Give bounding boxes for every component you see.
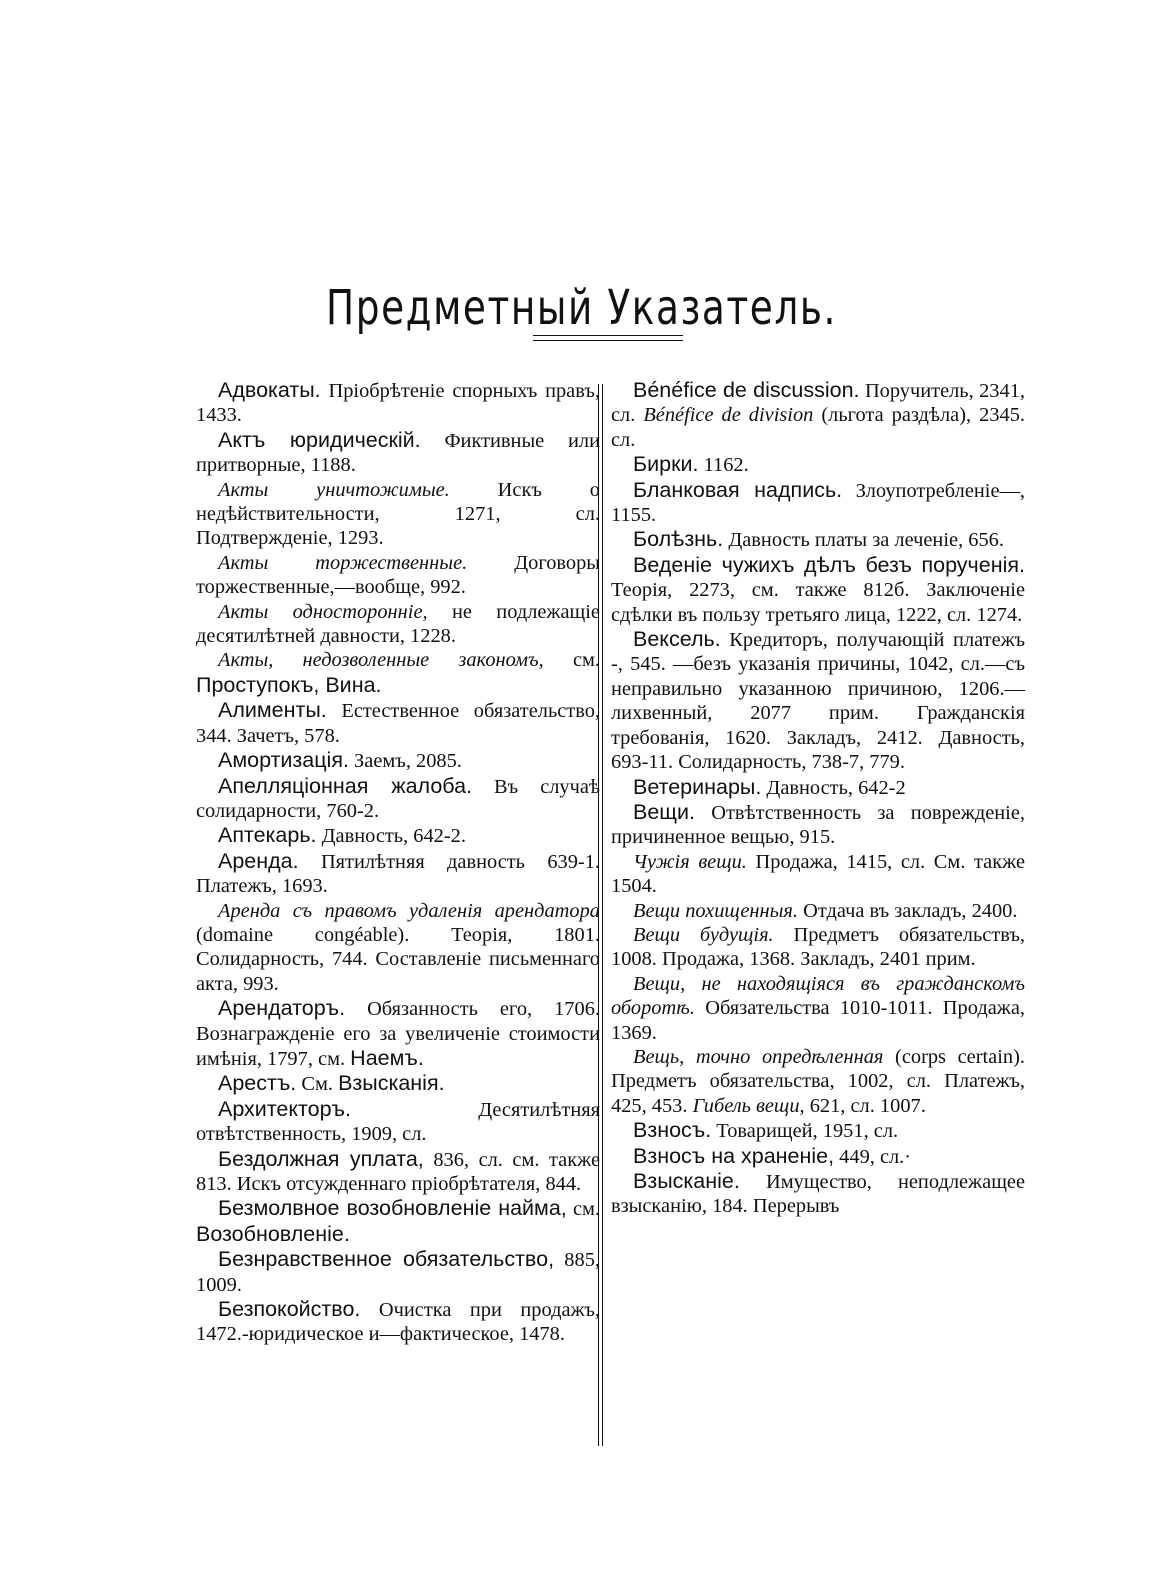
entry-heading: Адвокаты.	[218, 378, 321, 402]
entry-subheading: Гибель вещи,	[692, 1094, 805, 1117]
entry-heading: Взносъ.	[633, 1118, 712, 1143]
index-entry	[196, 849, 600, 899]
entry-heading: Амортизація.	[218, 748, 349, 773]
column-divider	[602, 384, 603, 1446]
index-entry	[196, 428, 600, 478]
entry-heading: Архитекторъ.	[218, 1096, 351, 1121]
entry-text: Отдача въ закладъ, 2400.	[798, 899, 1018, 922]
entry-subheading: Вещи похищенныя.	[633, 899, 798, 922]
entry-reference: Проступокъ, Вина.	[196, 672, 382, 697]
index-entry	[611, 972, 1025, 1045]
entry-heading: Алименты.	[218, 698, 327, 723]
entry-text: Продажа, 1415, сл. См. также 1504.	[611, 850, 1026, 898]
index-entry	[196, 551, 600, 600]
index-entry	[611, 800, 1025, 850]
entry-heading: Безмолвное возобновленіе найма,	[218, 1196, 567, 1221]
entry-text: Искъ о недѣйствительности, 1271, сл. Подтвержденіе, 1293.	[196, 478, 600, 550]
index-column-left	[196, 378, 600, 1347]
entry-reference: Возобновленіе.	[196, 1221, 350, 1246]
index-entry	[611, 627, 1025, 774]
entry-text: (corps certain). Предметъ обязательства, 1002, сл. Платежъ, 425, 453.	[611, 1045, 1025, 1117]
entry-heading: Болѣзнь.	[633, 527, 724, 552]
entry-text: Давность платы за леченіе, 656.	[723, 529, 1004, 552]
entry-subheading: Аренда съ правомъ удаленія арендатора	[218, 899, 600, 922]
entry-text: 449, сл.·	[834, 1145, 912, 1168]
entry-heading: Веденіе чужихъ дѣлъ безъ порученія.	[633, 552, 1025, 577]
entry-text: 836, сл. см. также 813. Искъ отсужденнаго пріобрѣтателя, 844.	[196, 1148, 601, 1195]
entry-subheading: Акты уничтожимые.	[218, 478, 450, 501]
entry-text: 621, сл. 1007.	[804, 1094, 926, 1117]
index-entry	[611, 1169, 1025, 1219]
entry-subheading: Чужія вещи.	[633, 850, 747, 873]
index-entry	[196, 1097, 600, 1147]
entry-text: Поручитель, 2341, сл.	[611, 380, 1025, 427]
entry-heading: Вексель.	[633, 627, 721, 652]
index-entry	[611, 1118, 1025, 1143]
entry-text: Заемъ, 2085.	[348, 750, 462, 773]
entry-subheading: Вещи, не находящіяся въ гражданскомъ оборотѣ.	[611, 972, 1025, 1020]
entry-text: Имущество, неподлежащее взысканію, 184. Перерывъ	[611, 1171, 1025, 1218]
entry-text: Договоры торжественные,—вообще, 992.	[196, 551, 600, 599]
entry-subheading: Вещи будущія.	[633, 923, 774, 946]
index-entry	[196, 748, 600, 773]
entry-heading: Взысканіе.	[633, 1169, 740, 1193]
index-entry	[611, 553, 1025, 627]
entry-text: Злоупотребленіе—, 1155.	[611, 479, 1025, 527]
index-entry	[196, 823, 600, 848]
entry-heading: Бланковая надпись.	[633, 477, 843, 502]
index-entry	[611, 850, 1025, 899]
entry-text: Пріобрѣтеніе спорныхъ правъ, 1433.	[196, 380, 600, 427]
index-entry	[611, 899, 1025, 923]
entry-heading: Аренда.	[218, 848, 299, 873]
entry-heading: Актъ юридическій.	[218, 427, 421, 452]
entry-subheading: Bénéfice de division	[643, 404, 814, 427]
page-title: Предметный Указатель.	[326, 280, 837, 337]
entry-text: см.	[543, 649, 600, 672]
entry-heading: Арестъ.	[218, 1071, 297, 1096]
index-entry	[196, 478, 600, 551]
entry-text: Давность, 642-2	[761, 776, 906, 799]
title-rule-bottom	[533, 340, 683, 341]
entry-heading: Бирки.	[633, 452, 699, 477]
entry-text: (domaine congéable). Теорія, 1801. Солидарность, 744. Составленіе письменнаго акта, 993.	[196, 923, 600, 995]
index-entry	[611, 923, 1025, 972]
title-rule-top	[533, 335, 683, 336]
entry-reference: Наемъ.	[350, 1045, 424, 1070]
entry-heading: Бездолжная уплата,	[218, 1146, 424, 1171]
entry-text: Теорія, 2273, см. также 812б. Заключеніе сдѣлки въ пользу третьяго лица, 1222, сл. 1274.	[611, 579, 1025, 626]
index-entry	[196, 698, 600, 748]
entry-text: Пятилѣтняя давность 639-1. Платежъ, 1693.	[196, 850, 600, 898]
entry-text: не подлежащіе десятилѣтней давности, 1228.	[196, 600, 600, 648]
entry-text: Товарищей, 1951, сл.	[711, 1120, 899, 1143]
entry-heading: Аптекарь.	[218, 823, 317, 848]
index-entry	[196, 648, 600, 698]
entry-text: Обязательства 1010-1011. Продажа, 1369.	[611, 997, 1025, 1044]
entry-heading: Bénéfice de discussion.	[633, 378, 860, 402]
entry-heading: Безнравственное обязательство,	[218, 1247, 555, 1272]
entry-text: См.	[296, 1073, 339, 1096]
index-entry	[196, 1071, 600, 1096]
entry-subheading: Вещь, точно опредѣленная	[633, 1045, 884, 1068]
entry-heading: Ветеринары.	[633, 774, 762, 799]
entry-text: Отвѣтственность за поврежденіе, причиненное вещью, 915.	[611, 801, 1025, 849]
entry-subheading: Акты односторонніе,	[218, 600, 428, 623]
entry-heading: Апелляціонная жалоба.	[218, 773, 473, 798]
entry-subheading: Акты, недозволенные закономъ,	[218, 649, 544, 672]
column-divider	[598, 384, 599, 1446]
entry-text: 1162.	[698, 454, 749, 477]
index-entry	[196, 1247, 600, 1297]
entry-reference: Взысканія.	[338, 1071, 445, 1096]
entry-text: (льгота раздѣла), 2345. сл.	[611, 404, 1026, 451]
entry-text: Кредиторъ, получающій платежъ -, 545. —безъ указанія причины, 1042, сл.—съ неправильно указанною причиною, 1206.—лихвенный, 2077 прим. Гражданскія требованія, 1620. Закладъ, 2412. Давность, 693-11. Солидарность, 738-7, 779.	[611, 629, 1025, 774]
index-entry	[196, 774, 600, 824]
entry-text: Естественное обязательство, 344. Зачетъ, 578.	[196, 700, 600, 747]
entry-text: Въ случаѣ солидарности, 760-2.	[196, 775, 600, 822]
entry-text: Очистка при продажъ, 1472.-юридическое и—фактическое, 1478.	[196, 1299, 600, 1346]
entry-heading: Вещи.	[633, 799, 695, 824]
entry-text: см.	[566, 1198, 601, 1221]
index-column-right	[611, 378, 1025, 1219]
index-entry	[611, 478, 1025, 528]
entry-text: Обязанность его, 1706. Вознагражденіе его за увеличеніе стоимости имѣнія, 1797, см.	[196, 998, 600, 1070]
entry-heading: Арендаторъ.	[218, 996, 346, 1021]
index-entry	[196, 600, 600, 649]
index-entry	[611, 1045, 1025, 1118]
entry-heading: Безпокойство.	[218, 1297, 361, 1322]
index-entry	[196, 1297, 600, 1347]
index-entry	[196, 899, 600, 997]
index-entry	[611, 378, 1025, 452]
entry-text: Фиктивные или притворные, 1188.	[196, 429, 600, 477]
index-entry	[611, 1144, 1025, 1169]
index-entry	[611, 775, 1025, 800]
index-entry	[196, 1147, 600, 1197]
entry-text: Давность, 642-2.	[316, 825, 466, 848]
index-entry	[196, 996, 600, 1071]
entry-text: Десятилѣтняя отвѣтственность, 1909, сл.	[196, 1098, 600, 1146]
entry-subheading: Акты торжественные.	[218, 551, 468, 574]
entry-heading: Взносъ на храненіе,	[633, 1143, 835, 1168]
entry-text: 885, 1009.	[196, 1249, 600, 1296]
index-entry	[611, 452, 1025, 477]
entry-text: Предметъ обязательствъ, 1008. Продажа, 1368. Закладъ, 2401 прим.	[611, 923, 1026, 971]
index-entry	[196, 378, 600, 428]
index-entry	[611, 527, 1025, 552]
index-entry	[196, 1196, 600, 1247]
